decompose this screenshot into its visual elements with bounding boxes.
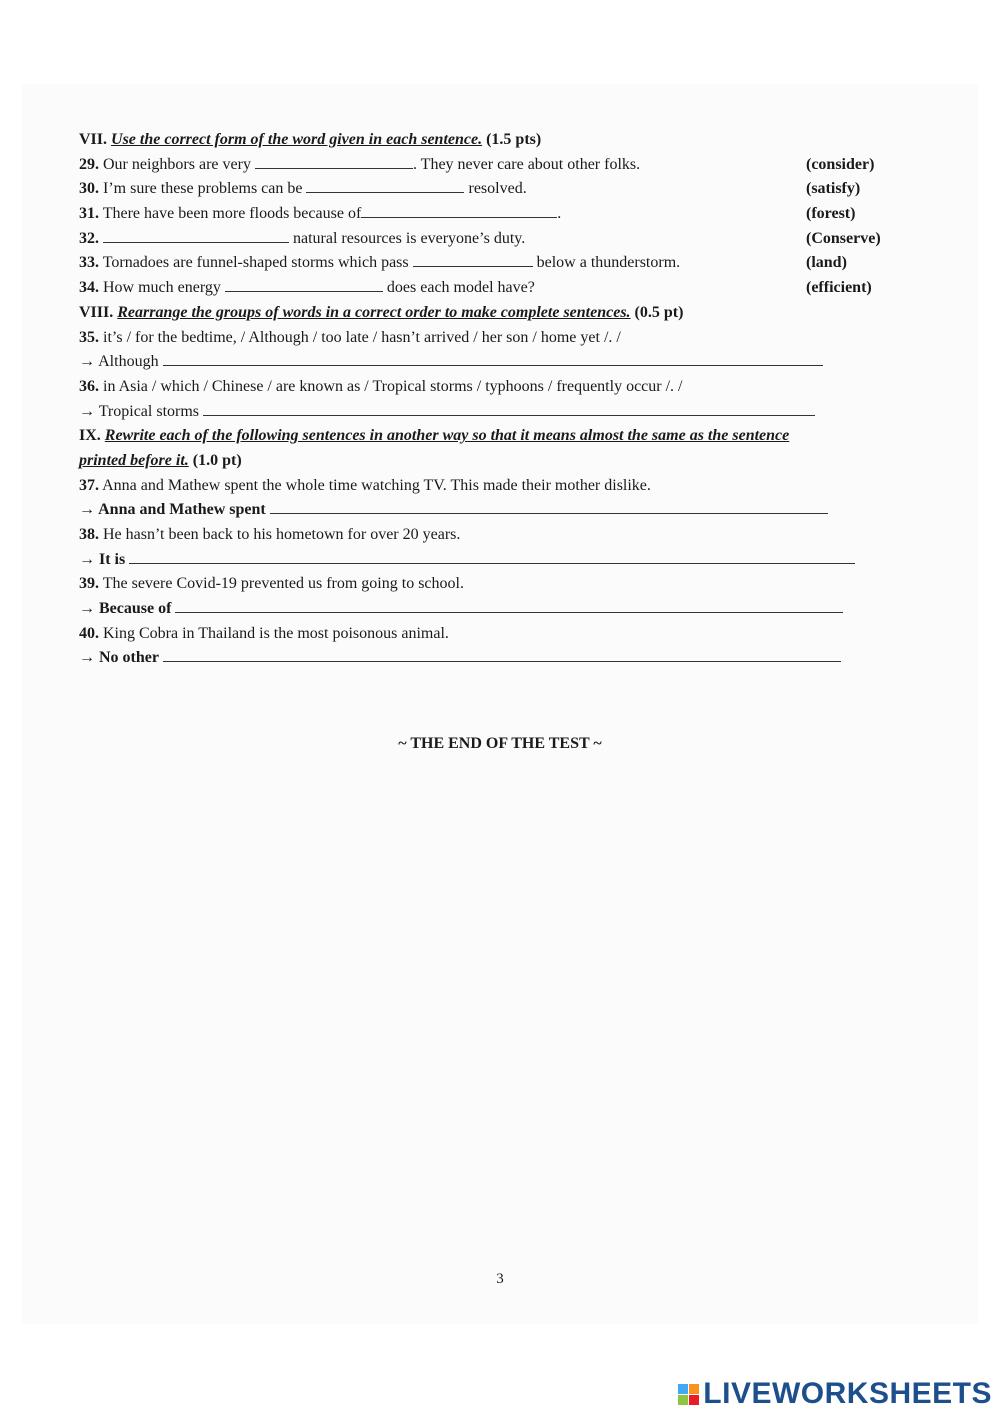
answer-line[interactable] (129, 549, 855, 564)
section-7-title: Use the correct form of the word given in each sentence. (111, 131, 483, 148)
question-35-answer (79, 350, 909, 375)
section-9-title-cont: printed before it. (79, 451, 189, 469)
question-number: 30. (79, 180, 99, 198)
answer-blank[interactable] (255, 154, 413, 169)
question-text: I’m sure these problems can be (103, 180, 303, 198)
section-8-points: (0.5 pt) (634, 303, 684, 321)
question-number: 34. (79, 279, 99, 297)
question-number: 35. (79, 328, 99, 346)
end-of-test: ~ THE END OF THE TEST ~ (398, 735, 602, 752)
question-37-answer (79, 498, 909, 523)
question-prompt: The severe Covid-19 prevented us from going to school. (102, 575, 464, 593)
question-number: 33. (79, 254, 99, 272)
question-32 (79, 227, 909, 252)
answer-line[interactable] (163, 647, 841, 662)
answer-starter: → Anna and Mathew spent (79, 501, 266, 519)
question-35 (79, 326, 909, 351)
given-word: (efficient) (806, 279, 872, 297)
question-31 (79, 202, 909, 227)
question-number: 36. (79, 377, 99, 395)
section-7-heading (79, 128, 909, 153)
section-7-points: (1.5 pts) (486, 131, 542, 148)
watermark-text: LIVEWORKSHEETS (703, 1377, 992, 1410)
question-text: . They never care about other folks. (412, 155, 641, 173)
question-text: There have been more floods because of (102, 205, 362, 223)
answer-starter: → No other (79, 649, 159, 667)
answer-line[interactable] (203, 401, 815, 416)
section-8-title: Rearrange the groups of words in a correct order to make complete sentences. (117, 303, 631, 321)
section-7-number: VII. (79, 131, 108, 148)
question-38-answer (79, 548, 909, 573)
answer-line[interactable] (270, 499, 828, 514)
question-prompt: it’s / for the bedtime, / Although / too late / hasn’t arrived / her son / home yet /. / (103, 328, 621, 346)
answer-starter: → Tropical storms (79, 402, 200, 420)
worksheet-content (79, 128, 909, 671)
question-number: 37. (79, 476, 99, 494)
answer-blank[interactable] (225, 277, 383, 292)
question-prompt: Anna and Mathew spent the whole time watching TV. This made their mother dislike. (102, 476, 651, 494)
question-29 (79, 153, 909, 178)
page-number: 3 (496, 1271, 504, 1287)
section-9-number: IX. (79, 427, 101, 445)
question-text: . (557, 205, 562, 223)
question-text: resolved. (468, 180, 527, 198)
answer-line[interactable] (163, 351, 823, 366)
liveworksheets-watermark[interactable] (678, 1376, 992, 1412)
question-prompt: in Asia / which / Chinese / are known as / Tropical storms / typhoons / frequently occur /. / (103, 377, 683, 395)
given-word: (satisfy) (806, 180, 861, 198)
question-text: Tornadoes are funnel-shaped storms which pass (102, 254, 409, 272)
question-number: 29. (79, 155, 99, 173)
question-36-answer (79, 400, 909, 425)
given-word: (forest) (806, 205, 856, 223)
answer-starter: → Because of (79, 600, 172, 618)
question-text: does each model have? (386, 279, 535, 297)
liveworksheets-logo-icon (678, 1384, 699, 1405)
question-33 (79, 251, 909, 276)
answer-blank[interactable] (413, 252, 533, 267)
answer-blank[interactable] (306, 178, 464, 193)
question-prompt: King Cobra in Thailand is the most poisonous animal. (103, 624, 449, 642)
question-number: 38. (79, 526, 99, 543)
question-30 (79, 177, 909, 202)
answer-starter: → It is (79, 550, 126, 568)
question-37 (79, 474, 909, 499)
given-word: (Conserve) (806, 229, 881, 247)
section-9-heading (79, 424, 909, 449)
section-9-title: Rewrite each of the following sentences in another way so that it means almost the same as the sentence (104, 427, 790, 445)
question-36 (79, 375, 909, 400)
question-number: 40. (79, 624, 99, 642)
question-40-answer (79, 646, 909, 671)
question-39 (79, 572, 909, 597)
question-prompt: He hasn’t been back to his hometown for over 20 years. (103, 526, 461, 543)
question-text: How much energy (103, 279, 221, 297)
section-9-heading-cont (79, 449, 909, 474)
question-number: 32. (79, 229, 99, 247)
section-9-points: (1.0 pt) (192, 451, 242, 469)
question-number: 31. (79, 205, 99, 223)
question-text: Our neighbors are very (103, 155, 251, 173)
question-text: below a thunderstorm. (536, 254, 681, 272)
question-text: natural resources is everyone’s duty. (293, 229, 526, 247)
given-word: (consider) (806, 155, 875, 173)
question-40 (79, 622, 909, 647)
section-8-number: VIII. (79, 303, 114, 321)
question-number: 39. (79, 575, 99, 593)
given-word: (land) (806, 254, 847, 272)
answer-starter: → Although (79, 353, 159, 371)
question-39-answer (79, 597, 909, 622)
section-8-heading (79, 301, 909, 326)
answer-blank[interactable] (361, 203, 557, 218)
answer-blank[interactable] (103, 228, 289, 243)
question-34 (79, 276, 909, 301)
answer-line[interactable] (175, 598, 843, 613)
question-38 (79, 523, 909, 548)
